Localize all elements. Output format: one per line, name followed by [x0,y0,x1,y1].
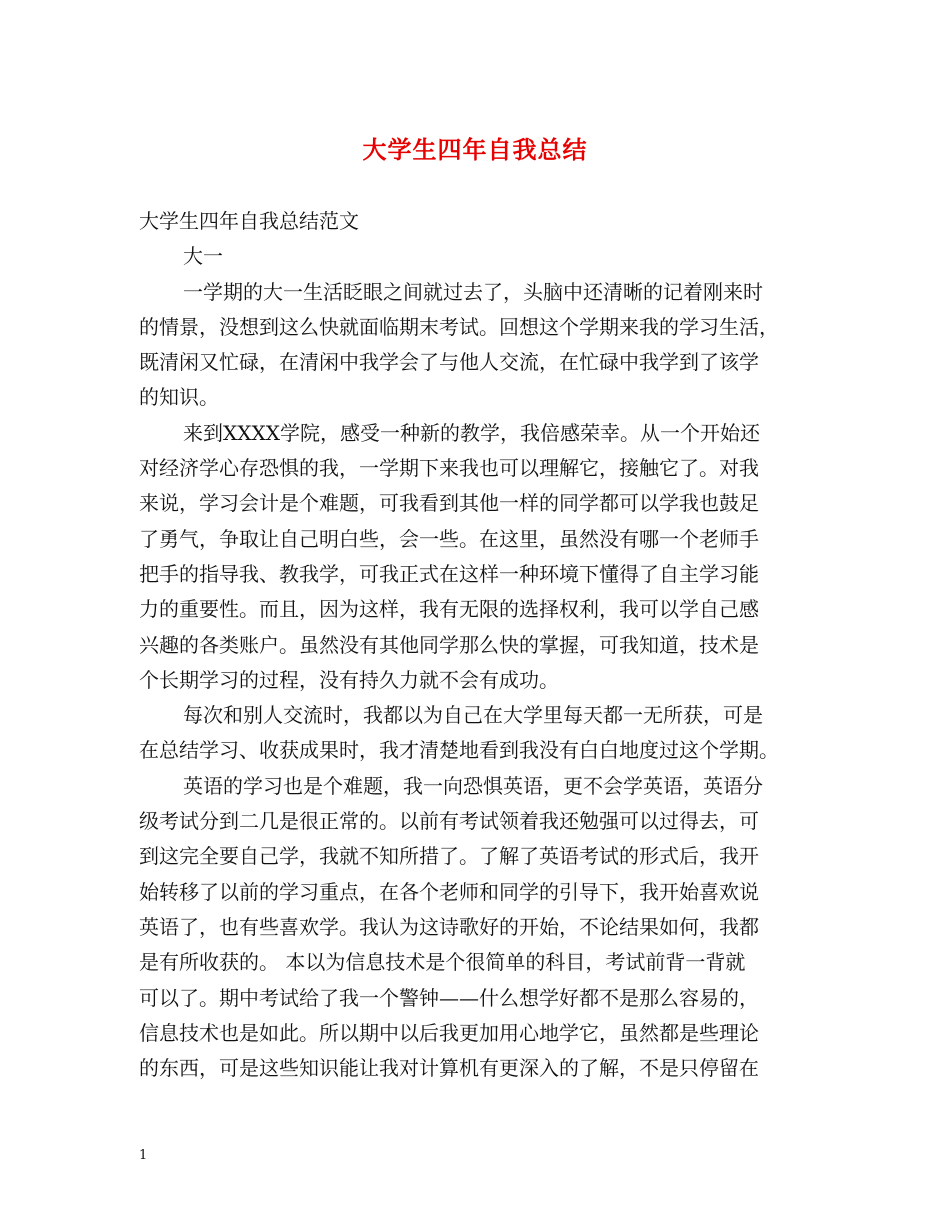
paragraph-line: 每次和别人交流时，我都以为自己在大学里每天都一无所获，可是 [183,703,763,728]
paragraph-line: 是有所收获的。 本以为信息技术是个很简单的科目，考试前背一背就 [139,950,746,975]
paragraph-line: 始转移了以前的学习重点，在各个老师和同学的引导下，我开始喜欢说 [139,879,759,904]
paragraph-line: 了勇气，争取让自己明白些，会一些。在这里，虽然没有哪一个老师手 [139,526,759,551]
paragraph-line: 来说，学习会计是个难题，可我看到其他一样的同学都可以学我也鼓足 [139,491,759,516]
paragraph-line: 来到XXXX学院，感受一种新的教学，我倍感荣幸。从一个开始还 [183,420,760,445]
paragraph-line: 的情景，没想到这么快就面临期末考试。回想这个学期来我的学习生活， [139,314,779,339]
paragraph-line: 英语的学习也是个难题，我一向恐惧英语，更不会学英语，英语分 [183,773,763,798]
page-number: 1 [139,1148,148,1163]
paragraph-line: 到这完全要自己学，我就不知所措了。了解了英语考试的形式后，我开 [139,844,759,869]
paragraph-line: 兴趣的各类账户。虽然没有其他同学那么快的掌握，可我知道，技术是 [139,632,759,657]
paragraph-line: 信息技术也是如此。所以期中以后我更加用心地学它，虽然都是些理论 [139,1020,759,1045]
paragraph-line: 对经济学心存恐惧的我，一学期下来我也可以理解它，接触它了。对我 [139,456,759,481]
section-heading: 大一 [183,244,223,269]
paragraph-line: 个长期学习的过程，没有持久力就不会有成功。 [139,667,559,692]
paragraph-line: 力的重要性。而且，因为这样，我有无限的选择权利，我可以学自己感 [139,597,759,622]
paragraph-line: 的东西，可是这些知识能让我对计算机有更深入的了解，不是只停留在 [139,1056,759,1081]
paragraph-line: 把手的指导我、教我学，可我正式在这样一种环境下懂得了自主学习能 [139,561,759,586]
document-subtitle: 大学生四年自我总结范文 [139,209,359,233]
paragraph-line: 的知识。 [139,385,219,410]
paragraph-line: 一学期的大一生活眨眼之间就过去了，头脑中还清晰的记着刚来时 [183,279,763,304]
paragraph-line: 可以了。期中考试给了我一个警钟——什么想学好都不是那么容易的， [139,985,759,1010]
document-body [139,204,829,1086]
paragraph-line: 既清闲又忙碌，在清闲中我学会了与他人交流，在忙碌中我学到了该学 [139,350,759,375]
document-title: 大学生四年自我总结 [362,135,588,164]
paragraph-line: 级考试分到二几是很正常的。以前有考试领着我还勉强可以过得去，可 [139,809,759,834]
paragraph-line: 在总结学习、收获成果时，我才清楚地看到我没有白白地度过这个学期。 [139,738,779,763]
paragraph-line: 英语了，也有些喜欢学。我认为这诗歌好的开始，不论结果如何，我都 [139,914,759,939]
